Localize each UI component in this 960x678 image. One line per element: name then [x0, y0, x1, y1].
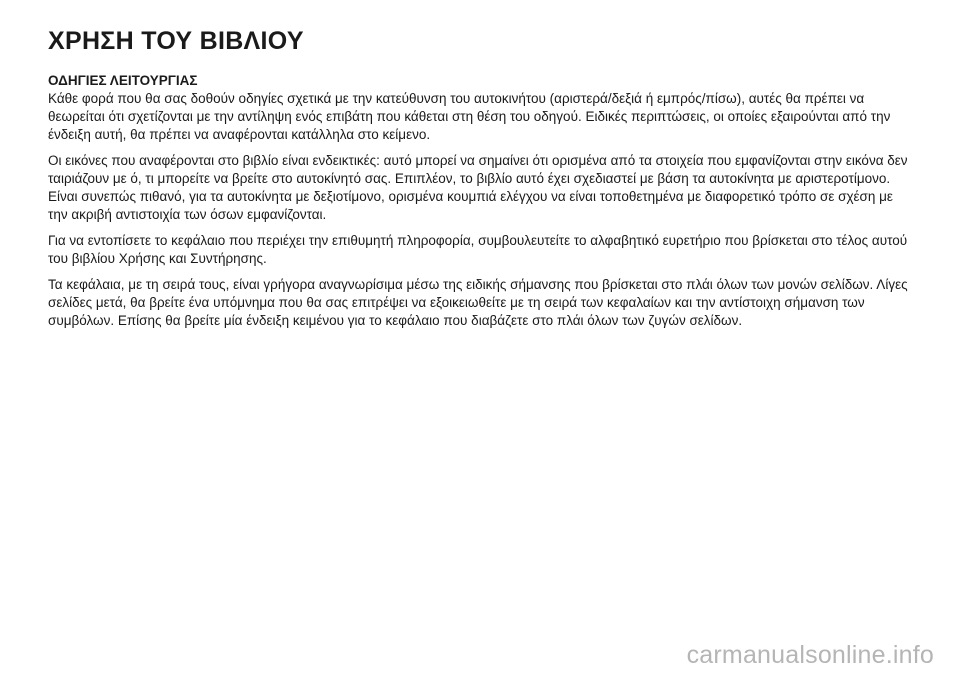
paragraph-chapters: Τα κεφάλαια, με τη σειρά τους, είναι γρήγορα αναγνωρίσιμα μέσω της ειδικής σήμανσης που βρίσκεται στο πλάι όλων των μονών σελίδων. Λίγες σελίδες μετά, θα βρείτε ένα υπόμνημα που θα σας επιτρέψει να εξοικειωθείτε με τη σειρά των κεφαλαίων και την αντίστοιχη σήμανση των συμβόλων. Επίσης θα βρείτε μία ένδειξη κειμένου για το κεφάλαιο που διαβάζετε στο πλάι όλων των ζυγών σελίδων. [48, 277, 908, 328]
paragraph-illustrations: Οι εικόνες που αναφέρονται στο βιβλίο είναι ενδεικτικές: αυτό μπορεί να σημαίνει ότι ορισμένα από τα στοιχεία που εμφανίζονται στην εικόνα δεν ταιριάζουν με ό, τι μπορείτε να βρείτε στο αυτοκίνητό σας. Επιπλέον, το βιβλίο αυτό έχει σχεδιαστεί με βάση τα αυτοκίνητα με αριστεροτίμονο. Είναι συνεπώς πιθανό, για τα αυτοκίνητα με δεξιοτίμονο, ορισμένα κουμπιά ελέγχου να είναι τοποθετημένα με διαφορετικό τρόπο σε σχέση με την ακριβή αντιστοιχία των όσων εμφανίζονται. [48, 153, 908, 222]
page-title: ΧΡΗΣΗ ΤΟΥ ΒΙΒΛΙΟΥ [48, 27, 304, 55]
paragraph-directions: Κάθε φορά που θα σας δοθούν οδηγίες σχετικά με την κατεύθυνση του αυτοκινήτου (αριστερά/δεξιά ή εμπρός/πίσω), αυτές θα πρέπει να θεωρείται ότι σχετίζονται με την αντίληψη ενός επιβάτη που κάθεται στη θέση του οδηγού. Ειδικές περιπτώσεις, οι οποίες εξαιρούνται από την ένδειξη αυτή, θα πρέπει να αναφέρονται κατάλληλα στο κείμενο. [48, 91, 891, 142]
section-heading: ΟΔΗΓΙΕΣ ΛΕΙΤΟΥΡΓΙΑΣ [48, 73, 198, 88]
watermark-text: carmanualsonline.info [686, 641, 934, 669]
document-page [48, 26, 908, 338]
paragraph-index: Για να εντοπίσετε το κεφάλαιο που περιέχει την επιθυμητή πληροφορία, συμβουλευτείτε το αλφαβητικό ευρετήριο που βρίσκεται στο τέλος αυτού του βιβλίου Χρήσης και Συντήρησης. [48, 233, 908, 266]
